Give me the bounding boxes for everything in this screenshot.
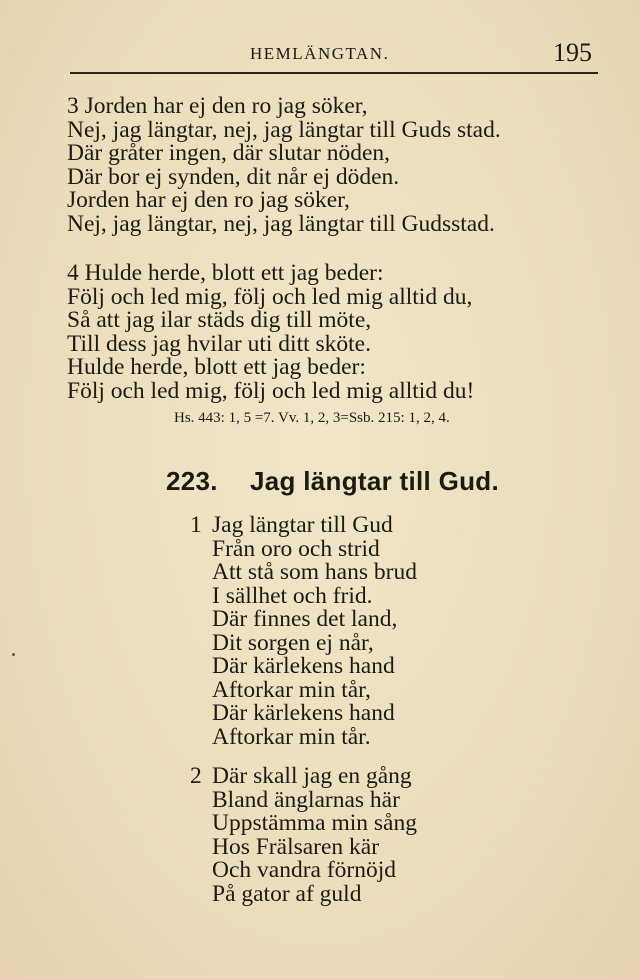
stanza-line: Där kärlekens hand (212, 653, 395, 679)
stanza-line: Från oro och strid (212, 535, 380, 562)
verse-line: Följ och led mig, följ och led mig alltid du! (67, 377, 475, 404)
stanza-line: Bland änglarnas här (212, 786, 400, 813)
verse-line: 3 Jorden har ej den ro jag söker, (67, 93, 368, 119)
stanza-line: Där kärlekens hand (212, 700, 395, 726)
stanza-number: 2 (190, 763, 202, 789)
header-rule (70, 72, 598, 74)
hymn-number: 223. (166, 466, 218, 496)
verse-line: Nej, jag längtar, nej, jag längtar till Guds stad. (67, 116, 501, 143)
verse-line: Till dess jag hvilar uti ditt sköte. (67, 330, 371, 357)
stanza-line: Hos Frälsaren kär (212, 833, 380, 860)
verse-4 (67, 262, 474, 404)
verse-line: Jorden har ej den ro jag söker, (67, 187, 350, 214)
stanza-2 (190, 765, 417, 906)
stanza-line: Uppstämma min sång (212, 810, 417, 836)
stanza-line: På gator af guld (212, 880, 362, 907)
stanza-line: 2 Där skall jag en gång (190, 763, 412, 789)
page-number: 195 (553, 38, 592, 67)
stanza-line: Aftorkar min tår. (212, 723, 371, 750)
stanza-number: 1 (190, 512, 202, 538)
hymn-title: Jag längtar till Gud. (250, 466, 499, 496)
stanza-line: Och vandra förnöjd (212, 857, 397, 883)
verse-line: Så att jag ilar städs dig till möte, (67, 307, 372, 334)
hymn-heading (166, 466, 499, 497)
running-head: HEMLÄNGTAN. (250, 44, 390, 63)
paper-speck (12, 653, 15, 656)
stanza-line: Att stå som hans brud (212, 559, 417, 585)
stanza-line: Aftorkar min tår, (212, 676, 371, 703)
verse-line: Följ och led mig, följ och led mig alltid du, (67, 283, 473, 310)
verse-3 (67, 95, 501, 237)
verse-line: Hulde herde, blott ett jag beder: (67, 354, 366, 381)
stanza-line: Där finnes det land, (212, 606, 398, 632)
hymnbook-reference: Hs. 443: 1, 5 =7. Vv. 1, 2, 3=Ssb. 215: 1, 2, 4. (174, 410, 450, 426)
verse-line: Nej, jag längtar, nej, jag längtar till Gudsstad. (67, 210, 495, 237)
verse-line: 4 Hulde herde, blott ett jag beder: (67, 260, 384, 286)
stanza-1 (190, 514, 417, 749)
verse-line: Där bor ej synden, dit når ej döden. (67, 163, 400, 190)
stanza-line: I sällhet och frid. (212, 582, 373, 609)
stanza-line: 1 Jag längtar till Gud (190, 512, 393, 538)
stanza-line: Dit sorgen ej når, (212, 629, 374, 656)
verse-line: Där gråter ingen, där slutar nöden, (67, 140, 390, 167)
